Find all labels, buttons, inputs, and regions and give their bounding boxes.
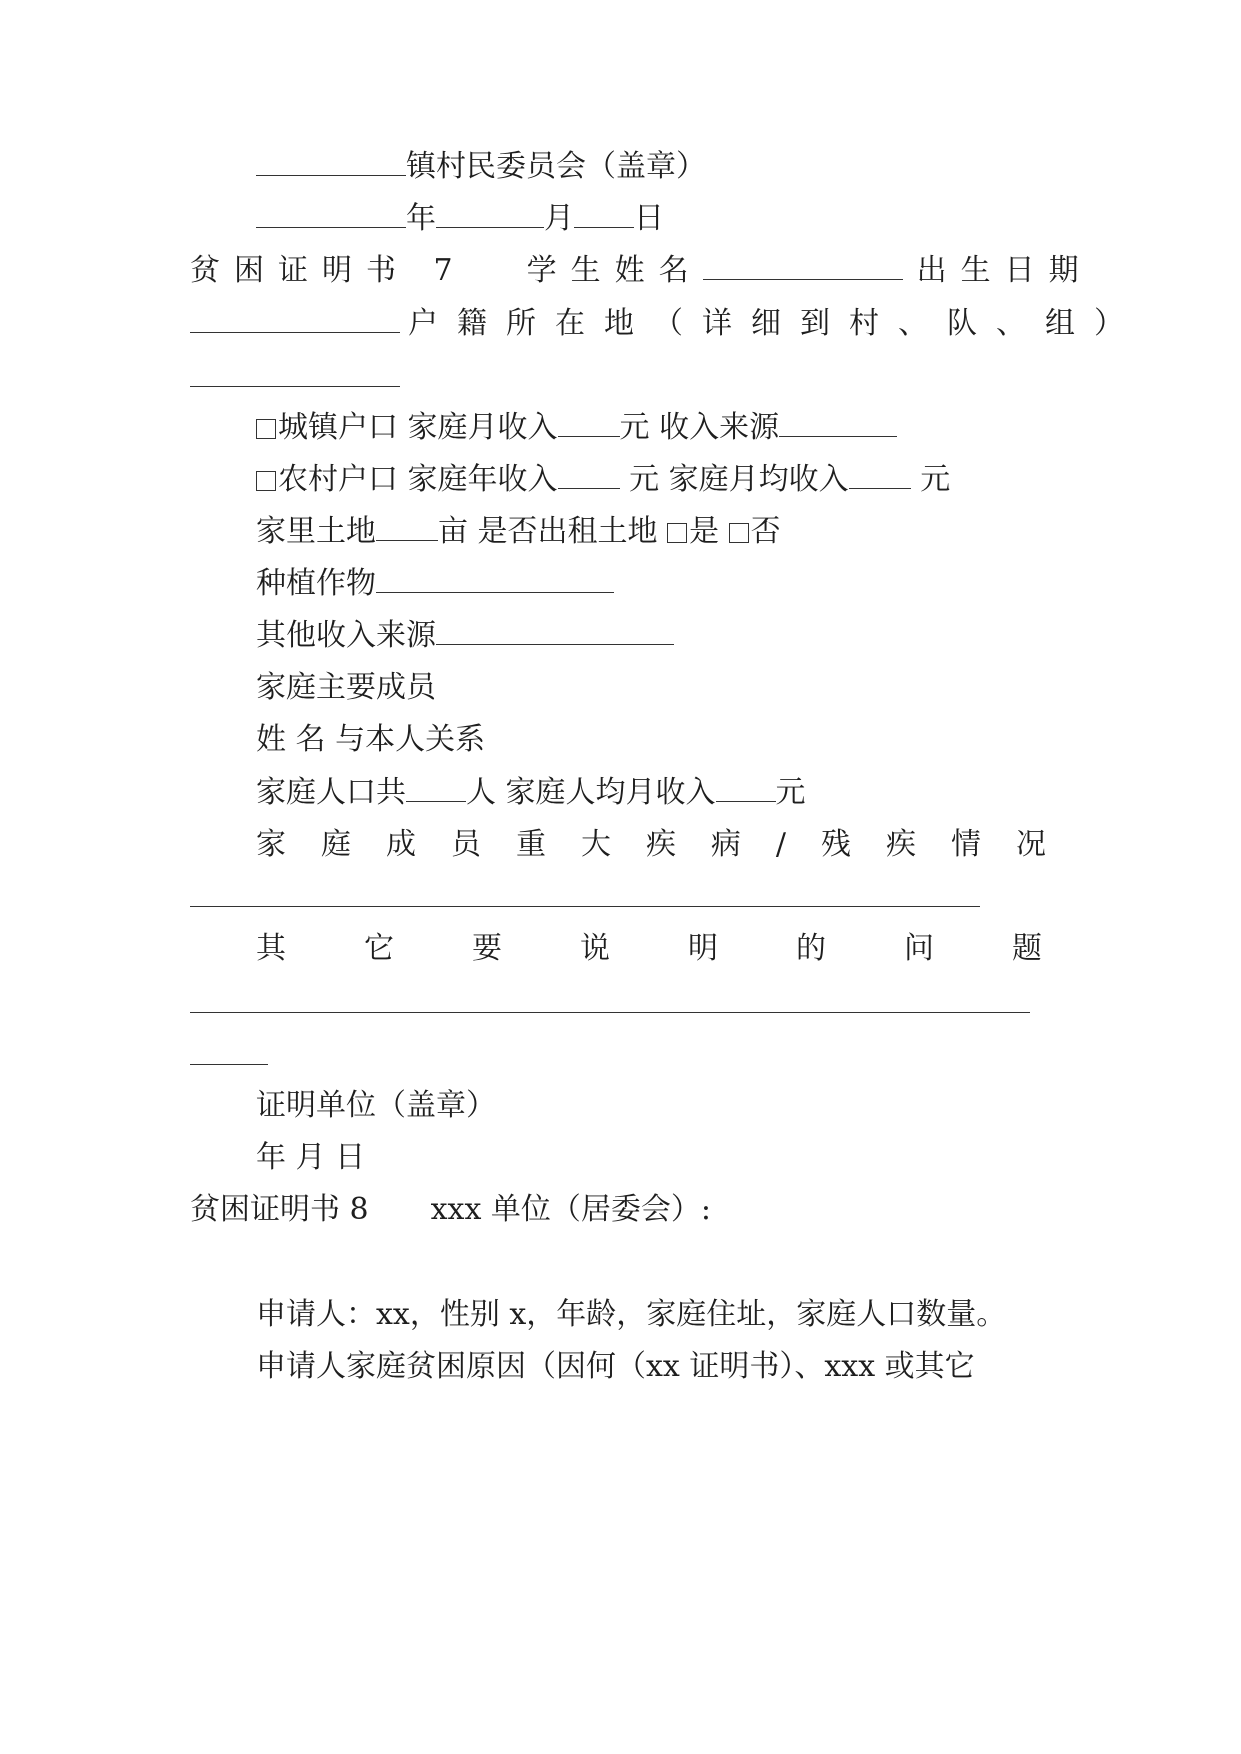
members-label: 家庭主要成员 — [256, 670, 436, 705]
urban-checkbox[interactable] — [256, 419, 276, 439]
population-label: 家庭人口共 — [256, 775, 406, 810]
monthly-income-label: 家庭月收入 — [407, 410, 558, 445]
members-columns-label: 姓 名 与本人关系 — [256, 722, 486, 757]
blank-annual-income[interactable] — [558, 462, 620, 489]
population-line — [256, 773, 806, 813]
yuan-label: 元 — [775, 775, 806, 810]
per-capita-income-label: 家庭人均月收入 — [505, 775, 716, 810]
urban-line — [256, 408, 897, 448]
applicant-text: 申请人：xx，性别 x，年龄，家庭住址，家庭人口数量。 — [256, 1297, 1007, 1332]
blank-other-income[interactable] — [436, 618, 674, 645]
members-columns — [256, 720, 485, 760]
other-income-line — [256, 616, 674, 656]
annual-income-label: 家庭年收入 — [407, 462, 558, 497]
blank-crop[interactable] — [376, 566, 614, 593]
other-issues-line — [256, 929, 1120, 969]
cert-unit-line — [256, 1086, 496, 1126]
birth-date-label: 出生日期 — [916, 253, 1093, 288]
land-label: 家里土地 — [256, 514, 376, 549]
rural-label: 农村户口 — [278, 462, 398, 497]
blank-other-issues-cont[interactable] — [190, 1064, 268, 1065]
blank-other-issues[interactable] — [190, 1012, 1030, 1013]
urban-label: 城镇户口 — [278, 410, 398, 445]
date-line — [256, 199, 664, 239]
applicant-line — [256, 1295, 1006, 1335]
blank-land[interactable] — [376, 514, 438, 541]
reason-text: 申请人家庭贫困原因（因何（xx 证明书）、xxx 或其它 — [256, 1349, 975, 1384]
yuan-label: 元 — [920, 462, 951, 497]
no-checkbox[interactable] — [729, 523, 749, 543]
yes-label: 是 — [689, 514, 720, 549]
cert-unit-label: 证明单位（盖章） — [256, 1088, 496, 1123]
rent-land-label: 是否出租土地 — [477, 514, 658, 549]
cert8-recipient: xxx 单位（居委会）: — [430, 1192, 712, 1227]
crop-line — [256, 564, 614, 604]
village-committee-line — [256, 147, 706, 187]
sign-date-label: 年 月 日 — [256, 1140, 366, 1175]
no-label: 否 — [750, 514, 781, 549]
blank-hukou[interactable] — [190, 386, 400, 387]
month-label: 月 — [544, 201, 574, 236]
crop-label: 种植作物 — [256, 566, 376, 601]
other-income-label: 其他收入来源 — [256, 618, 436, 653]
cert8-header-line — [190, 1190, 711, 1230]
yes-checkbox[interactable] — [667, 523, 687, 543]
cert7-title: 贫困证明书 7 — [190, 253, 467, 288]
disease-line: 家庭成员重大疾病/残疾情况 — [256, 827, 1046, 862]
cert7-header-line — [190, 251, 1093, 291]
blank-income-source[interactable] — [779, 410, 897, 437]
blank-avg-monthly-income[interactable] — [849, 462, 911, 489]
blank-month[interactable] — [436, 201, 544, 228]
blank-student-name[interactable] — [703, 253, 903, 280]
blank-per-capita-income[interactable] — [716, 775, 776, 802]
avg-monthly-income-label: 家庭月均收入 — [668, 462, 849, 497]
yuan-label: 元 — [619, 410, 650, 445]
student-name-label: 学生姓名 — [526, 253, 703, 288]
day-label: 日 — [634, 201, 664, 236]
blank-field[interactable] — [256, 149, 406, 176]
blank-birth-date[interactable] — [190, 306, 400, 333]
cert8-title: 贫困证明书 8 — [190, 1192, 369, 1227]
blank-population[interactable] — [406, 775, 466, 802]
blank-disease[interactable] — [190, 906, 980, 907]
ren-label: 人 — [466, 775, 496, 810]
reason-line — [256, 1347, 975, 1387]
income-source-label: 收入来源 — [659, 410, 780, 445]
committee-seal-label: 镇村民委员会（盖章） — [406, 149, 706, 184]
yuan-label: 元 — [629, 462, 660, 497]
blank-monthly-income[interactable] — [558, 410, 620, 437]
blank-day[interactable] — [574, 201, 634, 228]
rural-checkbox[interactable] — [256, 471, 276, 491]
members-heading — [256, 668, 436, 708]
mu-label: 亩 — [438, 514, 468, 549]
land-line — [256, 512, 781, 552]
year-label: 年 — [406, 201, 436, 236]
sign-date-line — [256, 1138, 365, 1178]
other-issues-label: 其它要说明的问题 — [256, 931, 1120, 966]
hukou-line — [190, 304, 1143, 344]
hukou-label: 户籍所在地（详细到村、队、组） — [408, 306, 1143, 341]
rural-line — [256, 460, 950, 500]
blank-year[interactable] — [256, 201, 406, 228]
